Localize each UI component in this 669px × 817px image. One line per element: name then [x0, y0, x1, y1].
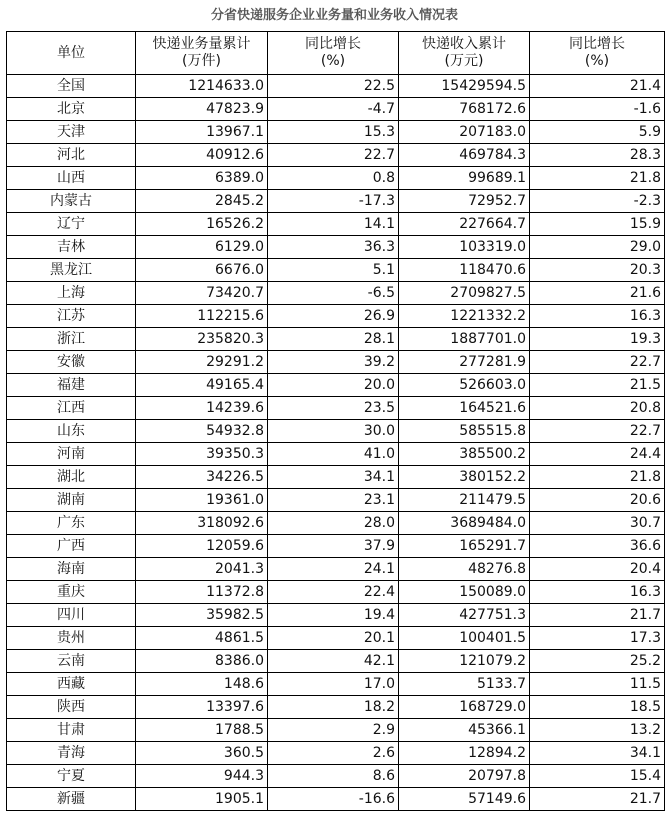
- table-row: [7, 236, 665, 259]
- volume-cell: 944.3: [136, 765, 268, 788]
- table-row: [7, 466, 665, 489]
- revenue-growth-cell: 21.5: [530, 374, 665, 397]
- region-name: 浙江: [7, 328, 136, 351]
- revenue-growth-cell: 20.3: [530, 259, 665, 282]
- revenue-growth-cell: 21.8: [530, 466, 665, 489]
- region-name: 辽宁: [7, 213, 136, 236]
- revenue-growth-cell: 36.6: [530, 535, 665, 558]
- region-name: 安徽: [7, 351, 136, 374]
- region-name: 重庆: [7, 581, 136, 604]
- revenue-cell: 48276.8: [399, 558, 530, 581]
- revenue-cell: 45366.1: [399, 719, 530, 742]
- volume-cell: 73420.7: [136, 282, 268, 305]
- revenue-growth-cell: 30.7: [530, 512, 665, 535]
- table-title: 分省快递服务企业业务量和业务收入情况表: [210, 8, 458, 23]
- volume-growth-cell: 41.0: [268, 443, 399, 466]
- header-revenue-growth: [530, 32, 665, 75]
- volume-growth-cell: 19.4: [268, 604, 399, 627]
- region-name: 湖南: [7, 489, 136, 512]
- region-name: 河北: [7, 144, 136, 167]
- revenue-cell: 380152.2: [399, 466, 530, 489]
- revenue-growth-cell: 19.3: [530, 328, 665, 351]
- region-name: 北京: [7, 98, 136, 121]
- volume-cell: 39350.3: [136, 443, 268, 466]
- revenue-cell: 227664.7: [399, 213, 530, 236]
- region-name: 上海: [7, 282, 136, 305]
- header-revenue-label: 快递收入累计: [422, 36, 506, 52]
- revenue-cell: 12894.2: [399, 742, 530, 765]
- region-name: 黑龙江: [7, 259, 136, 282]
- table-row: [7, 742, 665, 765]
- header-row: [7, 32, 665, 75]
- table-row: [7, 167, 665, 190]
- revenue-cell: 165291.7: [399, 535, 530, 558]
- revenue-growth-cell: 34.1: [530, 742, 665, 765]
- revenue-cell: 1221332.2: [399, 305, 530, 328]
- table-row: [7, 420, 665, 443]
- table-row: [7, 535, 665, 558]
- revenue-growth-cell: 16.3: [530, 305, 665, 328]
- volume-cell: 8386.0: [136, 650, 268, 673]
- volume-growth-cell: 22.7: [268, 144, 399, 167]
- revenue-growth-cell: 13.2: [530, 719, 665, 742]
- revenue-growth-cell: 20.8: [530, 397, 665, 420]
- revenue-cell: 99689.1: [399, 167, 530, 190]
- revenue-cell: 427751.3: [399, 604, 530, 627]
- table-row: [7, 374, 665, 397]
- volume-cell: 2845.2: [136, 190, 268, 213]
- volume-growth-cell: -16.6: [268, 788, 399, 811]
- revenue-cell: 103319.0: [399, 236, 530, 259]
- volume-growth-cell: 17.0: [268, 673, 399, 696]
- volume-growth-cell: -6.5: [268, 282, 399, 305]
- table-row: [7, 144, 665, 167]
- volume-cell: 360.5: [136, 742, 268, 765]
- volume-cell: 16526.2: [136, 213, 268, 236]
- revenue-growth-cell: 22.7: [530, 351, 665, 374]
- table-row: [7, 282, 665, 305]
- revenue-cell: 72952.7: [399, 190, 530, 213]
- table-row: [7, 190, 665, 213]
- region-name: 青海: [7, 742, 136, 765]
- volume-cell: 19361.0: [136, 489, 268, 512]
- revenue-growth-cell: -2.3: [530, 190, 665, 213]
- revenue-cell: 526603.0: [399, 374, 530, 397]
- volume-cell: 148.6: [136, 673, 268, 696]
- volume-cell: 4861.5: [136, 627, 268, 650]
- volume-cell: 1788.5: [136, 719, 268, 742]
- revenue-growth-cell: 18.5: [530, 696, 665, 719]
- volume-growth-cell: 20.1: [268, 627, 399, 650]
- region-name: 四川: [7, 604, 136, 627]
- revenue-growth-cell: 28.3: [530, 144, 665, 167]
- revenue-growth-cell: 16.3: [530, 581, 665, 604]
- header-revenue-growth-label: 同比增长: [569, 36, 625, 52]
- volume-cell: 29291.2: [136, 351, 268, 374]
- volume-growth-cell: 5.1: [268, 259, 399, 282]
- volume-growth-cell: 2.6: [268, 742, 399, 765]
- header-revenue-growth-unit: (%): [584, 53, 610, 69]
- revenue-cell: 277281.9: [399, 351, 530, 374]
- revenue-growth-cell: 20.4: [530, 558, 665, 581]
- region-name: 吉林: [7, 236, 136, 259]
- revenue-growth-cell: 21.8: [530, 167, 665, 190]
- revenue-cell: 100401.5: [399, 627, 530, 650]
- region-name: 广东: [7, 512, 136, 535]
- region-name: 内蒙古: [7, 190, 136, 213]
- revenue-growth-cell: 24.4: [530, 443, 665, 466]
- header-revenue-unit: (万元): [444, 53, 484, 69]
- revenue-growth-cell: -1.6: [530, 98, 665, 121]
- table-row: [7, 788, 665, 811]
- volume-growth-cell: 0.8: [268, 167, 399, 190]
- volume-cell: 112215.6: [136, 305, 268, 328]
- revenue-cell: 121079.2: [399, 650, 530, 673]
- header-volume: [136, 32, 268, 75]
- revenue-cell: 768172.6: [399, 98, 530, 121]
- volume-cell: 12059.6: [136, 535, 268, 558]
- volume-growth-cell: 22.5: [268, 75, 399, 98]
- volume-growth-cell: 37.9: [268, 535, 399, 558]
- region-name: 江苏: [7, 305, 136, 328]
- volume-growth-cell: 22.4: [268, 581, 399, 604]
- revenue-cell: 385500.2: [399, 443, 530, 466]
- table-row: [7, 765, 665, 788]
- volume-cell: 13967.1: [136, 121, 268, 144]
- header-volume-label: 快递业务量累计: [152, 36, 251, 52]
- volume-cell: 235820.3: [136, 328, 268, 351]
- region-name: 宁夏: [7, 765, 136, 788]
- header-volume-growth-label: 同比增长: [305, 36, 361, 52]
- region-name: 山西: [7, 167, 136, 190]
- volume-cell: 14239.6: [136, 397, 268, 420]
- revenue-growth-cell: 21.6: [530, 282, 665, 305]
- table-row: [7, 98, 665, 121]
- region-name: 甘肃: [7, 719, 136, 742]
- region-name: 新疆: [7, 788, 136, 811]
- revenue-growth-cell: 21.7: [530, 604, 665, 627]
- volume-growth-cell: 20.0: [268, 374, 399, 397]
- revenue-cell: 207183.0: [399, 121, 530, 144]
- table-row: [7, 627, 665, 650]
- region-name: 山东: [7, 420, 136, 443]
- volume-cell: 2041.3: [136, 558, 268, 581]
- header-unit-label: 单位: [57, 44, 85, 61]
- revenue-cell: 15429594.5: [399, 75, 530, 98]
- region-name: 湖北: [7, 466, 136, 489]
- revenue-cell: 5133.7: [399, 673, 530, 696]
- volume-cell: 54932.8: [136, 420, 268, 443]
- region-name: 广西: [7, 535, 136, 558]
- volume-cell: 6676.0: [136, 259, 268, 282]
- volume-growth-cell: 42.1: [268, 650, 399, 673]
- revenue-growth-cell: 25.2: [530, 650, 665, 673]
- volume-growth-cell: 2.9: [268, 719, 399, 742]
- volume-cell: 6389.0: [136, 167, 268, 190]
- region-name: 贵州: [7, 627, 136, 650]
- data-table: [6, 31, 665, 811]
- region-name: 海南: [7, 558, 136, 581]
- header-volume-growth-unit: (%): [320, 53, 346, 69]
- region-name: 天津: [7, 121, 136, 144]
- table-body: [7, 75, 665, 811]
- revenue-cell: 57149.6: [399, 788, 530, 811]
- revenue-cell: 1887701.0: [399, 328, 530, 351]
- revenue-growth-cell: 15.9: [530, 213, 665, 236]
- region-name: 江西: [7, 397, 136, 420]
- volume-cell: 1214633.0: [136, 75, 268, 98]
- volume-cell: 40912.6: [136, 144, 268, 167]
- table-row: [7, 558, 665, 581]
- header-volume-unit: (万件): [182, 53, 221, 69]
- table-row: [7, 213, 665, 236]
- volume-growth-cell: 8.6: [268, 765, 399, 788]
- header-unit: [7, 32, 136, 75]
- revenue-cell: 150089.0: [399, 581, 530, 604]
- volume-cell: 318092.6: [136, 512, 268, 535]
- table-row: [7, 581, 665, 604]
- volume-growth-cell: 23.5: [268, 397, 399, 420]
- table-row: [7, 351, 665, 374]
- volume-growth-cell: 23.1: [268, 489, 399, 512]
- revenue-growth-cell: 11.5: [530, 673, 665, 696]
- volume-growth-cell: 36.3: [268, 236, 399, 259]
- revenue-cell: 469784.3: [399, 144, 530, 167]
- revenue-cell: 2709827.5: [399, 282, 530, 305]
- volume-growth-cell: 28.0: [268, 512, 399, 535]
- volume-growth-cell: 15.3: [268, 121, 399, 144]
- revenue-growth-cell: 29.0: [530, 236, 665, 259]
- table-row: [7, 489, 665, 512]
- revenue-cell: 118470.6: [399, 259, 530, 282]
- table-row: [7, 259, 665, 282]
- revenue-cell: 20797.8: [399, 765, 530, 788]
- table-row: [7, 673, 665, 696]
- volume-growth-cell: 34.1: [268, 466, 399, 489]
- table-row: [7, 328, 665, 351]
- header-revenue: [399, 32, 530, 75]
- region-name: 云南: [7, 650, 136, 673]
- region-name: 福建: [7, 374, 136, 397]
- table-row: [7, 305, 665, 328]
- table-row: [7, 650, 665, 673]
- table-row: [7, 443, 665, 466]
- volume-growth-cell: 28.1: [268, 328, 399, 351]
- revenue-growth-cell: 21.4: [530, 75, 665, 98]
- volume-cell: 49165.4: [136, 374, 268, 397]
- volume-cell: 35982.5: [136, 604, 268, 627]
- table-row: [7, 397, 665, 420]
- revenue-growth-cell: 17.3: [530, 627, 665, 650]
- volume-growth-cell: 39.2: [268, 351, 399, 374]
- volume-growth-cell: 24.1: [268, 558, 399, 581]
- volume-cell: 47823.9: [136, 98, 268, 121]
- table-row: [7, 512, 665, 535]
- revenue-cell: 164521.6: [399, 397, 530, 420]
- volume-growth-cell: 18.2: [268, 696, 399, 719]
- table-row: [7, 121, 665, 144]
- region-name: 全国: [7, 75, 136, 98]
- revenue-growth-cell: 20.6: [530, 489, 665, 512]
- volume-growth-cell: -17.3: [268, 190, 399, 213]
- revenue-growth-cell: 21.7: [530, 788, 665, 811]
- table-row: [7, 604, 665, 627]
- volume-growth-cell: -4.7: [268, 98, 399, 121]
- table-row: [7, 696, 665, 719]
- region-name: 河南: [7, 443, 136, 466]
- header-volume-growth: [268, 32, 399, 75]
- volume-cell: 11372.8: [136, 581, 268, 604]
- volume-growth-cell: 30.0: [268, 420, 399, 443]
- volume-growth-cell: 14.1: [268, 213, 399, 236]
- table-row: [7, 75, 665, 98]
- revenue-cell: 211479.5: [399, 489, 530, 512]
- region-name: 陕西: [7, 696, 136, 719]
- revenue-cell: 168729.0: [399, 696, 530, 719]
- revenue-growth-cell: 5.9: [530, 121, 665, 144]
- volume-growth-cell: 26.9: [268, 305, 399, 328]
- volume-cell: 34226.5: [136, 466, 268, 489]
- revenue-growth-cell: 22.7: [530, 420, 665, 443]
- volume-cell: 13397.6: [136, 696, 268, 719]
- revenue-growth-cell: 15.4: [530, 765, 665, 788]
- volume-cell: 1905.1: [136, 788, 268, 811]
- revenue-cell: 3689484.0: [399, 512, 530, 535]
- revenue-cell: 585515.8: [399, 420, 530, 443]
- volume-cell: 6129.0: [136, 236, 268, 259]
- table-row: [7, 719, 665, 742]
- region-name: 西藏: [7, 673, 136, 696]
